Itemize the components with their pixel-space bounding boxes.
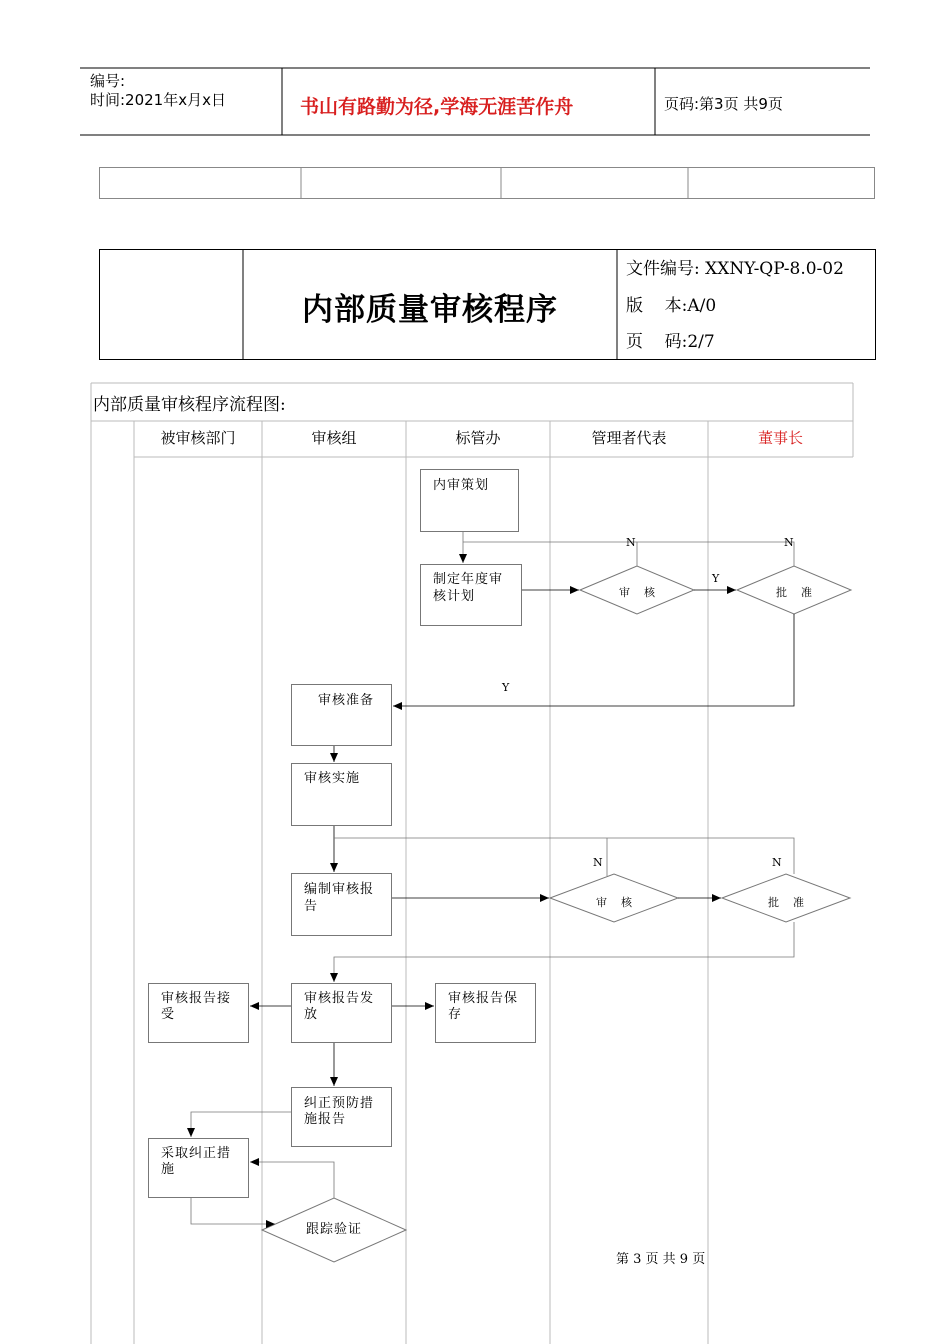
label-save-report-line2: 存 xyxy=(448,1007,463,1022)
label-approve-2: 批 准 xyxy=(768,896,804,909)
document-title: 内部质量审核程序 xyxy=(302,292,558,328)
label-issue-report-line2: 放 xyxy=(304,1007,319,1022)
marker-n-review-2: N xyxy=(593,856,603,869)
label-cap-report-line1: 纠正预防措 xyxy=(304,1096,375,1111)
page-info: 页码:第3页 共9页 xyxy=(664,95,783,113)
label-compile-report-line1: 编制审核报 xyxy=(304,882,375,897)
marker-y-approve-1: Y xyxy=(502,681,510,694)
label-annual-plan-line2: 核计划 xyxy=(433,589,476,604)
label-audit-implementation: 审核实施 xyxy=(304,771,361,786)
lane-management-representative: 管理者代表 xyxy=(591,429,667,447)
label-issue-report-line1: 审核报告发 xyxy=(304,991,375,1006)
label-cap-report-line2: 施报告 xyxy=(304,1112,347,1127)
document-page-info: 页 码:2/7 xyxy=(626,332,715,352)
marker-n-approve-1: N xyxy=(784,536,794,549)
lane-audit-team: 审核组 xyxy=(311,429,357,447)
lane-audited-department: 被审核部门 xyxy=(160,429,236,447)
document-time-label: 时间:2021年x月x日 xyxy=(90,91,226,109)
label-take-action-line2: 施 xyxy=(161,1162,176,1177)
label-tracking-verification: 跟踪验证 xyxy=(305,1222,362,1237)
lane-standards-office: 标管办 xyxy=(455,429,501,447)
label-annual-plan-line1: 制定年度审 xyxy=(433,572,504,587)
file-number: 文件编号: XXNY-QP-8.0-02 xyxy=(626,259,844,279)
label-audit-preparation: 审核准备 xyxy=(318,693,375,708)
marker-y-review-1: Y xyxy=(712,572,720,585)
document-number-label: 编号: xyxy=(90,72,126,90)
flowchart-title: 内部质量审核程序流程图: xyxy=(93,395,286,415)
lane-chairman: 董事长 xyxy=(757,429,803,447)
label-take-action-line1: 采取纠正措 xyxy=(161,1146,232,1161)
label-receive-report-line1: 审核报告接 xyxy=(161,991,232,1006)
marker-n-approve-2: N xyxy=(772,856,782,869)
page-footer: 第 3 页 共 9 页 xyxy=(616,1252,706,1267)
flow-connectors xyxy=(191,532,794,1224)
label-review-2: 审 核 xyxy=(596,896,632,909)
motto-text: 书山有路勤为径,学海无涯苦作舟 xyxy=(300,96,574,118)
label-save-report-line1: 审核报告保 xyxy=(448,991,519,1006)
label-approve-1: 批 准 xyxy=(776,586,812,599)
label-receive-report-line2: 受 xyxy=(161,1007,176,1022)
label-compile-report-line2: 告 xyxy=(304,899,319,914)
label-internal-audit-plan: 内审策划 xyxy=(433,478,490,493)
marker-n-review-1: N xyxy=(626,536,636,549)
label-review-1: 审 核 xyxy=(619,586,655,599)
version-info: 版 本:A/0 xyxy=(626,296,717,316)
